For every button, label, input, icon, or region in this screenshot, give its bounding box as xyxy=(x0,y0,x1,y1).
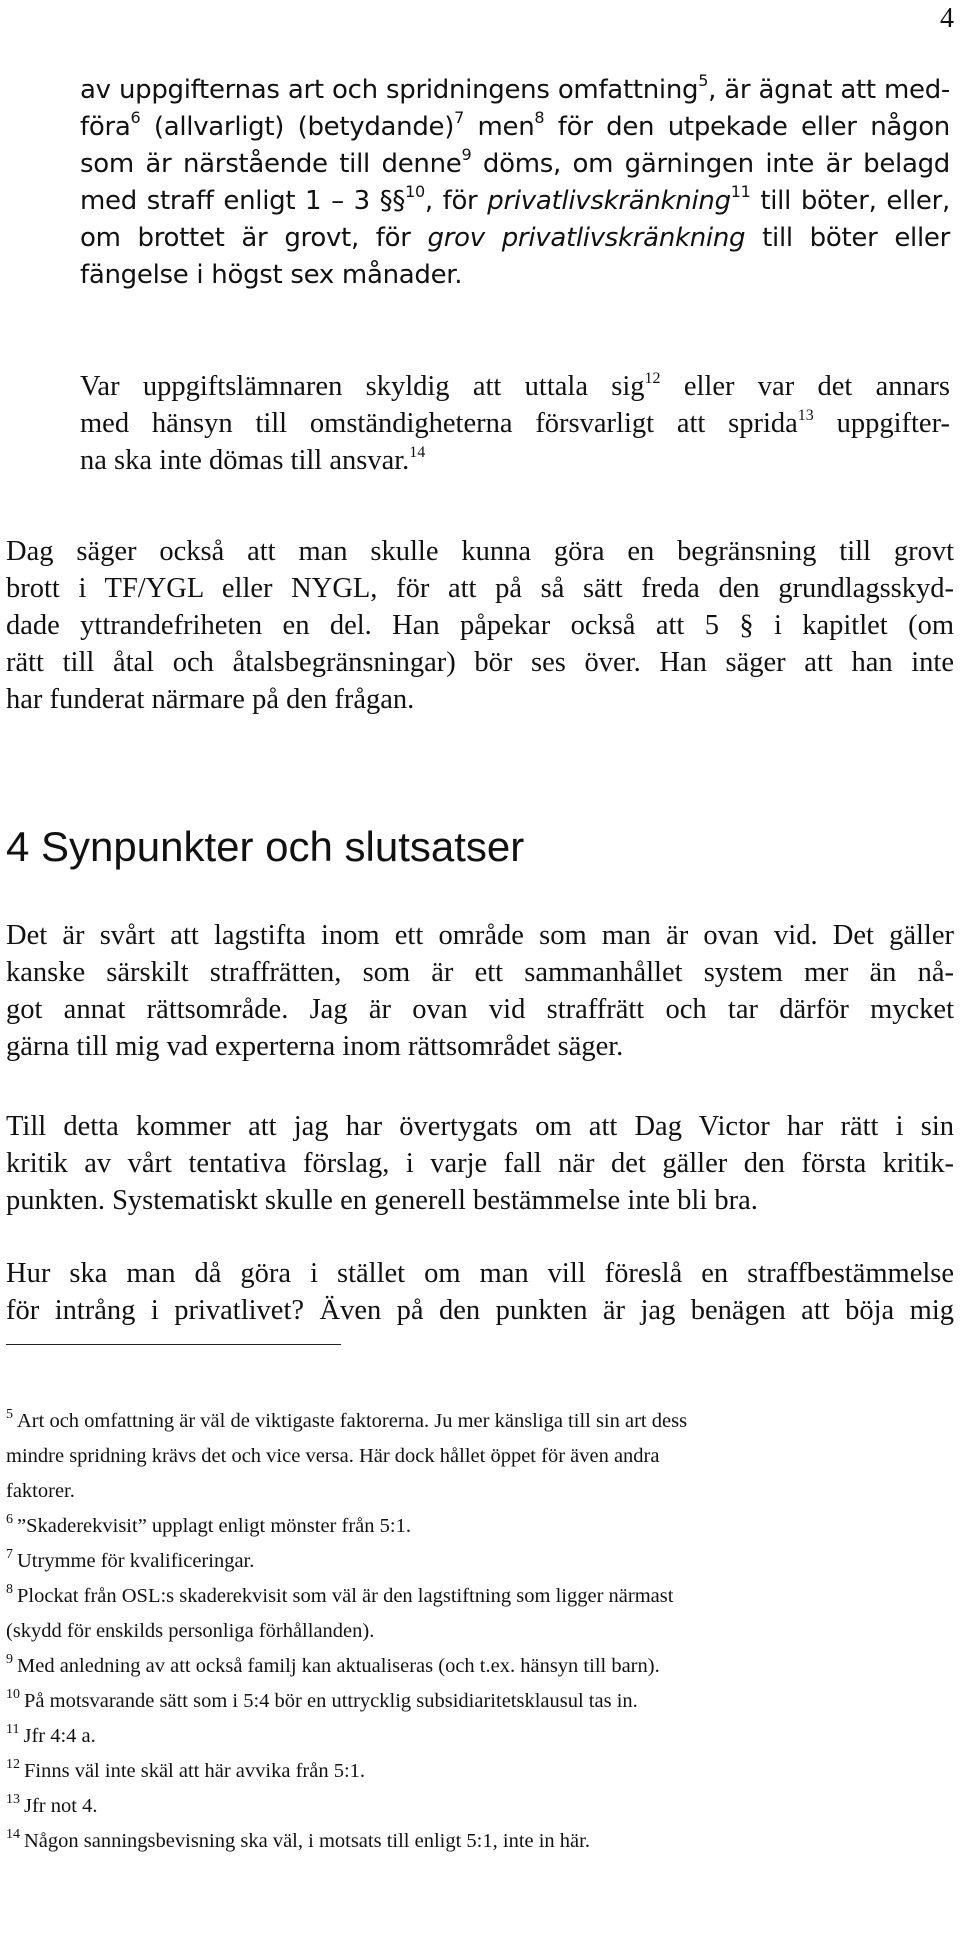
text-line: brott i TF/YGL eller NYGL, för att på så sätt freda den grundlagsskyd- xyxy=(6,573,954,604)
footnote-12: $^{12}$ Finns väl inte skäl att här avvika från 5:1. xyxy=(6,1757,366,1782)
footnote-9: $^9$ Med anledning av att också familj kan aktualiseras (och t.ex. hänsyn till barn). xyxy=(6,1652,660,1677)
footnote-5: $^5$ Art och omfattning är väl de viktigaste faktorerna. Ju mer känsliga till sin art dess xyxy=(6,1407,688,1432)
text-line: Hur ska man då göra i stället om man vill föreslå en straffbestämmelse xyxy=(6,1258,954,1289)
footnote-ref[interactable]: 13 xyxy=(797,407,814,424)
footnote-number: 9 xyxy=(6,1652,13,1667)
text-line: Var uppgiftslämnaren skyldig att uttala sig$^{12}$ eller var det annars xyxy=(80,370,951,402)
footnote-number: 13 xyxy=(6,1792,20,1807)
footnote-13: $^{13}$ Jfr not 4. xyxy=(6,1792,98,1817)
footnote-5-cont: mindre spridning krävs det och vice versa. Här dock hållet öppet för även andra xyxy=(6,1445,660,1467)
footnote-number: 14 xyxy=(6,1827,20,1842)
text-line: av uppgifternas art och spridningens omfattning$^5$, är ägnat att med- xyxy=(80,71,950,105)
footnote-11: $^{11}$ Jfr 4:4 a. xyxy=(6,1722,96,1747)
footnote-number: 7 xyxy=(6,1547,13,1562)
footnote-ref[interactable]: 7 xyxy=(454,108,464,127)
footnote-number: 6 xyxy=(6,1512,13,1527)
quoted-proposal-paragraph-1 xyxy=(80,72,950,294)
footnote-8: $^8$ Plockat från OSL:s skaderekvisit som väl är den lagstiftning som ligger närmast xyxy=(6,1582,674,1607)
footnote-5-cont: faktorer. xyxy=(6,1480,75,1502)
body-paragraph-intrang xyxy=(6,1255,954,1329)
footnote-number: 5 xyxy=(6,1407,13,1422)
text-line: med hänsyn till omständigheterna försvarligt att sprida$^{13}$ uppgifter- xyxy=(80,407,950,439)
footnotes xyxy=(6,1404,954,1859)
footnote-ref[interactable]: 11 xyxy=(730,182,751,201)
text-line: punkten. Systematiskt skulle en generell bestämmelse inte bli bra. xyxy=(6,1185,758,1216)
text-line: gärna till mig vad experterna inom rättsområdet säger. xyxy=(6,1031,624,1062)
section-heading: 4 Synpunkter och slutsatser xyxy=(6,823,525,870)
footnote-ref[interactable]: 10 xyxy=(405,182,425,201)
text-line: som är närstående till denne$^9$ döms, om gärningen inte är belagd xyxy=(80,145,950,179)
text-line: rätt till åtal och åtalsbegränsningar) bör ses över. Han säger att han inte xyxy=(6,647,954,678)
footnote-number: 11 xyxy=(6,1722,20,1737)
text-line: dade yttrandefriheten en del. Han påpekar också att 5 § i kapitlet (om xyxy=(6,610,954,641)
text-line: om brottet är grovt, för grov privatlivskränkning till böter eller xyxy=(80,223,950,253)
body-paragraph-dag xyxy=(6,533,954,718)
footnote-number: 12 xyxy=(6,1757,20,1772)
text-line: na ska inte dömas till ansvar.$^{14}$ xyxy=(80,444,426,476)
footnote-8-cont: (skydd för enskilds personliga förhållanden). xyxy=(6,1620,375,1642)
text-line: föra$^6$ (allvarligt) (betydande)$^7$ men$^8$ för den utpekade eller någon xyxy=(80,108,950,142)
footnote-number: 10 xyxy=(6,1687,20,1702)
text-line: kritik av vårt tentativa förslag, i varje fall när det gäller den första kritik- xyxy=(6,1148,954,1179)
footnote-separator xyxy=(6,1344,341,1345)
emphasis-term: grov privatlivskränkning xyxy=(427,223,746,253)
text-line: Dag säger också att man skulle kunna göra en begränsning till grovt xyxy=(6,536,954,567)
footnote-ref[interactable]: 8 xyxy=(534,108,545,127)
footnote-14: $^{14}$ Någon sanningsbevisning ska väl, i motsats till enligt 5:1, inte in här. xyxy=(6,1827,590,1852)
footnote-ref[interactable]: 9 xyxy=(461,145,472,164)
text-line: kanske särskilt straffrätten, som är ett sammanhållet system mer än nå- xyxy=(6,957,954,988)
text-line: för intrång i privatlivet? Även på den punkten är jag benägen att böja mig xyxy=(6,1295,954,1326)
emphasis-term: privatlivskränkning xyxy=(487,186,731,216)
page-number: 4 xyxy=(940,3,954,34)
text-line: got annat rättsområde. Jag är ovan vid straffrätt och tar därför mycket xyxy=(6,994,954,1025)
body-paragraph-victor xyxy=(6,1108,954,1219)
text-line: Till detta kommer att jag har övertygats om att Dag Victor har rätt i sin xyxy=(6,1111,954,1142)
footnote-7: $^7$ Utrymme för kvalificeringar. xyxy=(6,1547,255,1572)
footnote-number: 8 xyxy=(6,1582,13,1597)
text-line: Det är svårt att lagstifta inom ett område som man är ovan vid. Det gäller xyxy=(6,920,954,951)
footnote-ref[interactable]: 12 xyxy=(644,370,661,387)
footnote-ref[interactable]: 6 xyxy=(130,108,141,127)
quoted-proposal-paragraph-2 xyxy=(80,368,950,479)
body-paragraph-lagstifta xyxy=(6,917,954,1065)
footnote-6: $^6$ ”Skaderekvisit” upplagt enligt mönster från 5:1. xyxy=(6,1512,411,1537)
footnote-ref[interactable]: 14 xyxy=(409,444,426,461)
text-line: med straff enligt 1 – 3 §§$^{10}$, för privatlivskränkning$^{11}$ till böter, eller, xyxy=(80,182,950,216)
footnote-ref[interactable]: 5 xyxy=(698,71,709,90)
text-line: har funderat närmare på den frågan. xyxy=(6,684,415,715)
footnote-10: $^{10}$ På motsvarande sätt som i 5:4 bör en uttrycklig subsidiaritetsklausul tas in. xyxy=(6,1687,638,1712)
text-line: fängelse i högst sex månader. xyxy=(80,260,463,290)
